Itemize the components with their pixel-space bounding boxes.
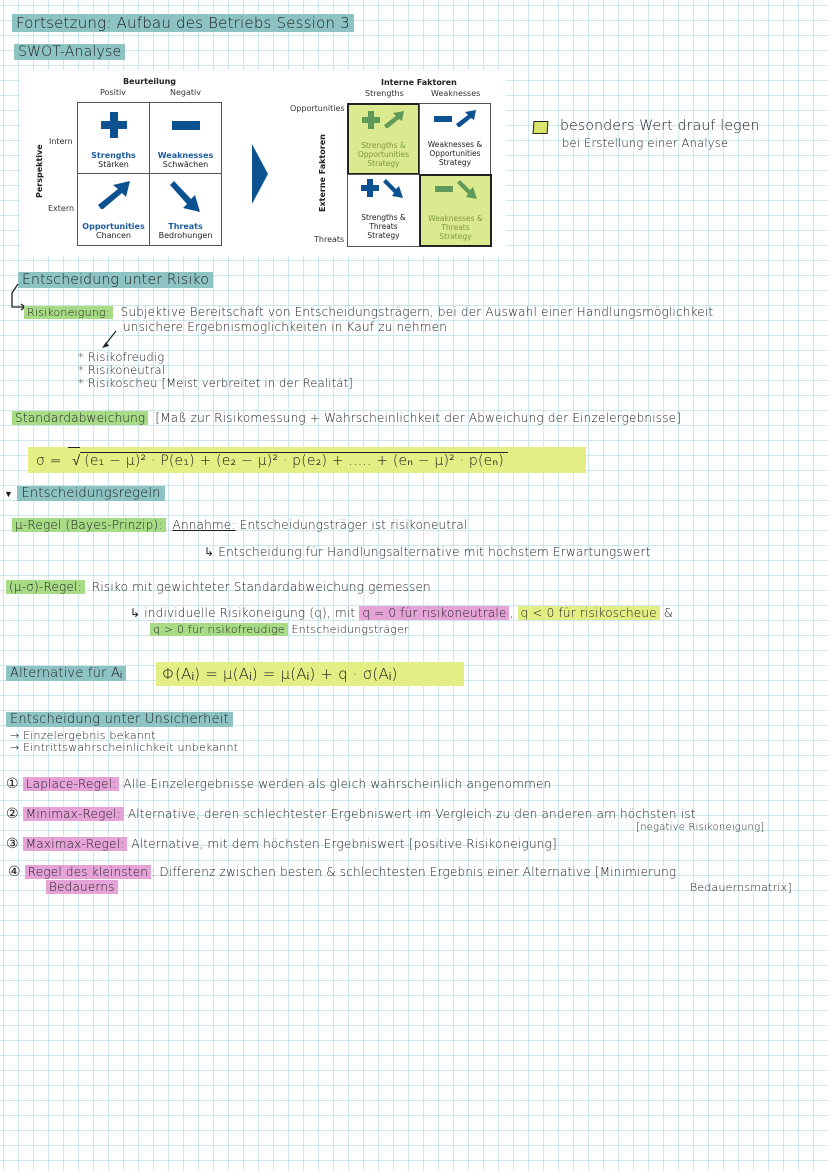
uncertainty-rule-2 (6, 806, 696, 822)
minimax-note: [negative Risikoneigung] (636, 822, 765, 833)
risk-type-neutral: * Risikoneutral (78, 363, 166, 377)
uncertainty-point-1: → Einzelergebnis bekannt (10, 729, 156, 742)
swot-right-top-label: Interne Faktoren (381, 78, 457, 87)
perspektive-label: Perspektive (35, 144, 44, 198)
threats-title: Threats (168, 222, 203, 231)
risk-definition-line2: unsichere Ergebnismöglichkeiten in Kauf zu nehmen (123, 320, 447, 334)
regret-note: Bedauernsmatrix] (690, 881, 792, 894)
risk-type-scheu: * Risikoscheu [Meist verbreitet in der Realität] (78, 376, 353, 390)
minus-arrow-up-icon (434, 110, 478, 128)
q-averse: q < 0 für risikoscheue (518, 606, 660, 620)
page-title-text: Fortsetzung: Aufbau des Betriebs Session 3 (12, 14, 354, 32)
opportunities-title: Opportunities (82, 222, 145, 231)
regret-text: : Differenz zwischen besten & schlechtesten Ergebnis einer Alternative [Minimierung (151, 865, 677, 879)
alt-label (6, 665, 126, 681)
q-suffix: Entscheidungsträger (291, 623, 409, 636)
so-line1: Strengths & (361, 141, 406, 150)
risk-definition-line1: Subjektive Bereitschaft von Entscheidungsträgern, bei der Auswahl einer Handlungsmöglichkeit (120, 305, 714, 319)
q-and: & (663, 606, 674, 620)
uncertainty-rule-3 (6, 836, 557, 852)
col-label-weaknesses: Weaknesses (431, 89, 481, 98)
wt-line3: Strategy (439, 232, 472, 241)
st-line3: Strategy (367, 231, 400, 240)
wt-strategy-cell (419, 174, 492, 247)
laplace-term: Laplace-Regel: (23, 777, 120, 791)
swot-cell-opportunities (77, 173, 150, 246)
mu-sigma-term: (μ-σ)-Regel: (6, 580, 85, 594)
q-neutral: q = 0 für risikoneutrale (359, 606, 509, 620)
swot-cell-weaknesses (149, 102, 222, 174)
rules-heading-text: Entscheidungsregeln (17, 486, 164, 501)
bullet-icon: ▼ (4, 490, 14, 500)
so-line2: Opportunities (357, 150, 410, 159)
alt-formula: Φ(Aᵢ) = μ(Aᵢ) = μ(Aᵢ) + q · σ(Aᵢ) (156, 662, 464, 686)
mu-rule-row (12, 518, 467, 532)
swot-heading-text: SWOT-Analyse (14, 44, 125, 60)
hook-arrow-icon: ↳ (204, 545, 215, 559)
maximax-text: Alternative, mit dem höchsten Ergebniswert [positive Risikoneigung] (131, 837, 557, 851)
mu-sigma-text: Risiko mit gewichteter Standardabweichung gemessen (91, 580, 431, 594)
note-line2: bei Erstellung einer Analyse (562, 136, 729, 150)
uncertainty-heading (6, 712, 233, 727)
threats-sub: Bedrohungen (158, 231, 213, 240)
regret-term-line2 (46, 880, 118, 894)
row-label-opportunities: Opportunities (290, 104, 345, 113)
strengths-sub: Stärken (98, 160, 129, 169)
st-line1: Strengths & (361, 213, 406, 222)
note-line1: besonders Wert drauf legen (560, 118, 760, 134)
uncertainty-heading-text: Entscheidung unter Unsicherheit (6, 712, 233, 727)
weaknesses-title: Weaknesses (157, 151, 214, 160)
row-label-threats: Threats (314, 235, 345, 244)
wo-line1: Weaknesses & (427, 140, 483, 149)
so-line3: Strategy (367, 159, 400, 168)
risk-heading-text: Entscheidung unter Risiko (18, 272, 213, 288)
alt-label-text: Alternative für Aᵢ (6, 666, 126, 681)
uncertainty-rule-4 (8, 864, 676, 880)
mu-rule-consequence-row (204, 545, 651, 559)
swot-cell-strengths (77, 102, 150, 174)
formula-sqrt: √ (68, 447, 80, 474)
swot-left-top-label: Beurteilung (123, 77, 177, 86)
uncertainty-points (10, 730, 238, 754)
regret-term: Regel des kleinsten (25, 865, 151, 879)
formula-lhs: σ = (36, 453, 62, 469)
q-seeking: q > 0 für risikofreudige (150, 623, 288, 636)
minus-icon (172, 121, 200, 130)
arrow-down-right-icon (170, 181, 202, 213)
row-label-intern: Intern (49, 137, 73, 146)
swot-figure (20, 70, 506, 256)
stddev-term: Standardabweichung (12, 411, 148, 425)
stddev-formula (28, 447, 586, 473)
rule-number-3: ③ (6, 836, 19, 852)
mu-rule-assumption-label: Annahme: (172, 518, 236, 532)
arrow-up-right-icon (98, 181, 132, 211)
st-line2: Threats (369, 222, 398, 231)
swot-cell-threats (149, 173, 222, 246)
minus-arrow-down-icon (435, 180, 479, 200)
rule-number-1: ① (6, 776, 19, 792)
stddev-row (12, 411, 681, 425)
risk-type-freudig: * Risikofreudig (78, 350, 165, 364)
page-title (12, 14, 354, 32)
highlight-legend-box (533, 121, 549, 134)
mu-sigma-sub-row: ↳ individuelle Risikoneigung (q), mit q = 0 für risikoneutrale , q < 0 für risikoscheue & (130, 606, 674, 620)
col-label-negativ: Negativ (170, 88, 201, 97)
uncertainty-point-2: → Eintrittswahrscheinlichkeit unbekannt (10, 741, 239, 754)
strengths-title: Strengths (91, 151, 136, 160)
regret-term2: Bedauerns (46, 880, 118, 894)
laplace-text: Alle Einzelergebnisse werden als gleich wahrscheinlich angenommen (123, 777, 552, 791)
row-label-extern: Extern (48, 204, 75, 213)
risk-definition-row (24, 305, 713, 319)
so-strategy-cell (347, 103, 420, 175)
risk-types-list (78, 351, 353, 390)
opportunities-sub: Chancen (95, 231, 132, 240)
wt-line1: Weaknesses & (428, 214, 483, 223)
mu-rule-assumption: Entscheidungsträger ist risikoneutral (239, 518, 468, 532)
wt-line2: Threats (441, 223, 470, 232)
rule-number-2: ② (6, 806, 19, 822)
st-strategy-cell (347, 174, 420, 247)
q-seeking-row (150, 623, 409, 636)
section-swot-heading (14, 44, 125, 60)
weaknesses-sub: Schwächen (162, 160, 209, 169)
risk-heading (18, 272, 213, 288)
wo-line3: Strategy (438, 158, 472, 167)
mu-rule-consequence: Entscheidung für Handlungsalternative mit höchstem Erwartungswert (218, 545, 651, 559)
uncertainty-rule-1 (6, 776, 551, 792)
rules-heading (4, 486, 165, 501)
col-label-positiv: Positiv (100, 88, 126, 97)
plus-arrow-up-icon (362, 111, 406, 129)
plus-arrow-down-icon (361, 179, 405, 199)
minimax-term: Minimax-Regel: (23, 807, 124, 821)
formula-body: (e₁ − μ)² · P(e₁) + (e₂ − μ)² · p(e₂) + ..... + (eₙ − μ)² · p(eₙ) (80, 452, 508, 469)
hook-arrow-icon: ↳ (130, 606, 141, 620)
wo-line2: Opportunities (429, 149, 481, 158)
col-label-strengths: Strengths (365, 89, 404, 98)
wo-strategy-cell (419, 103, 491, 175)
mu-sigma-row (6, 580, 431, 594)
maximax-term: Maximax-Regel: (23, 837, 128, 851)
minimax-text: Alternative, deren schlechtester Ergebniswert im Vergleich zu den anderen am höchsten ist (127, 807, 696, 821)
mu-rule-term: μ-Regel (Bayes-Prinzip): (12, 518, 166, 532)
risikoneigung-term: Risikoneigung: (24, 306, 113, 319)
rule-number-4: ④ (8, 864, 21, 880)
stddev-explanation: [Maß zur Risikomessung + Wahrscheinlichkeit der Abweichung der Einzelergebnisse] (155, 411, 682, 425)
plus-icon (101, 112, 127, 138)
transition-arrow-icon (252, 144, 268, 204)
externe-faktoren-label: Externe Faktoren (318, 134, 327, 212)
q-prefix: individuelle Risikoneigung (q), mit (144, 606, 356, 620)
pointer-arrow-icon (100, 330, 118, 350)
